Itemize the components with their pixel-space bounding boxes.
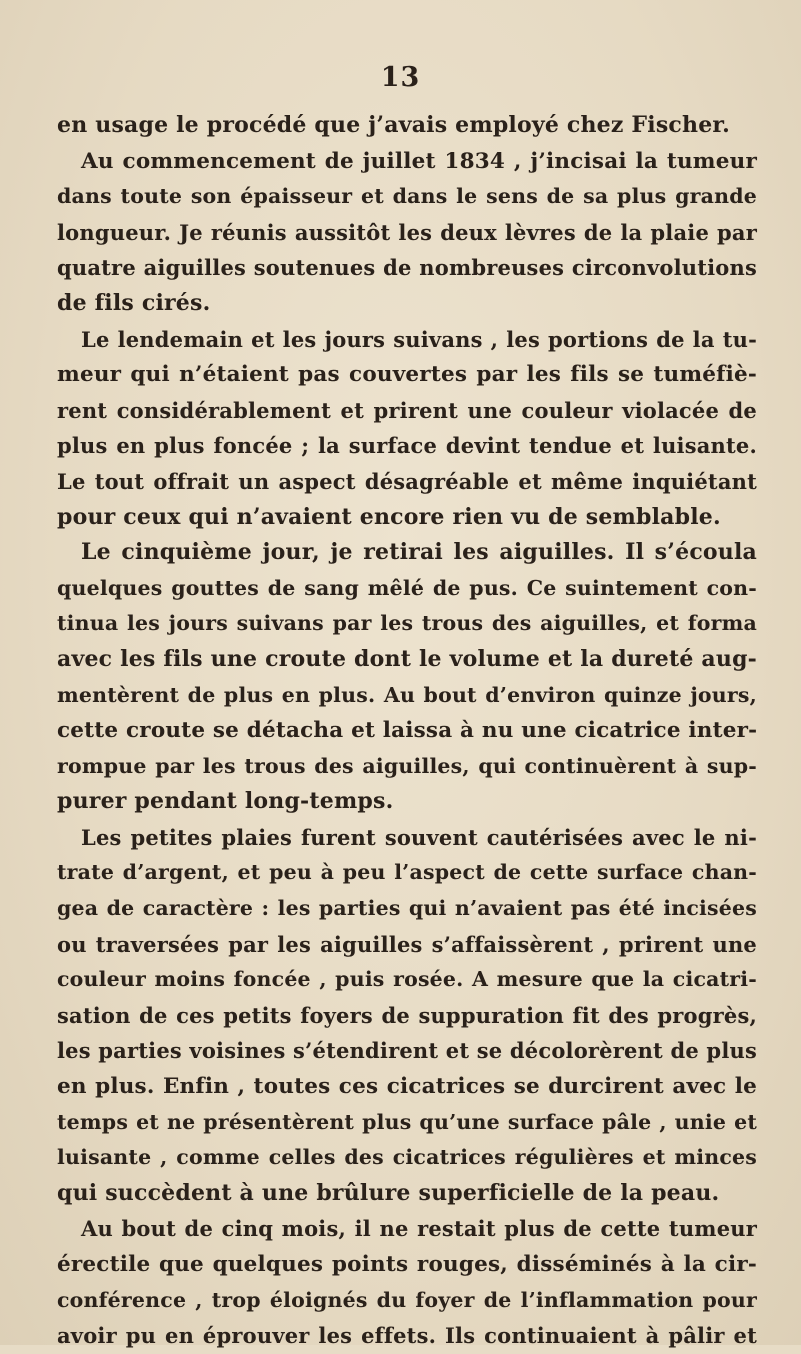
body-text	[57, 108, 757, 1354]
text-line: en usage le procédé que j’avais employé chez Fischer.	[57, 112, 731, 138]
text-line: gea de caractère : les parties qui n’avaient pas été incisées	[57, 896, 757, 921]
text-line: cette croute se détacha et laissa à nu une cicatrice inter-	[57, 718, 758, 744]
text-line: avec les fils une croute dont le volume et la dureté aug-	[57, 645, 757, 672]
text-line: couleur moins foncée , puis rosée. A mesure que la cicatri-	[57, 967, 757, 992]
text-line: conférence , trop éloignés du foyer de l’inflammation pour	[57, 1287, 757, 1312]
text-line: mentèrent de plus en plus. Au bout d’environ quinze jours,	[57, 682, 757, 707]
text-line: rompue par les trous des aiguilles, qui continuèrent à sup-	[57, 753, 757, 778]
text-line: pour ceux qui n’avaient encore rien vu de semblable.	[57, 503, 721, 530]
text-line: trate d’argent, et peu à peu l’aspect de cette surface chan-	[57, 860, 757, 885]
text-line: meur qui n’étaient pas couvertes par les fils se tuméfiè-	[57, 362, 757, 388]
page-number: 13	[380, 62, 421, 93]
text-line: rent considérablement et prirent une couleur violacée de	[57, 397, 757, 423]
text-line: purer pendant long-temps.	[57, 788, 394, 815]
text-line: Le cinquième jour, je retirai les aiguilles. Il s’écoula	[81, 539, 757, 566]
text-line: longueur. Je réunis aussitôt les deux lèvres de la plaie par	[57, 219, 757, 245]
text-line: en plus. Enfin , toutes ces cicatrices se durcirent avec le	[57, 1074, 757, 1100]
text-line: quelques gouttes de sang mêlé de pus. Ce suintement con-	[57, 575, 757, 600]
text-line: Au bout de cinq mois, il ne restait plus de cette tumeur	[81, 1216, 757, 1242]
text-line: les parties voisines s’étendirent et se décolorèrent de plus	[57, 1038, 757, 1064]
text-line: quatre aiguilles soutenues de nombreuses circonvolutions	[57, 255, 757, 281]
text-line: tinua les jours suivans par les trous des aiguilles, et forma	[57, 611, 757, 636]
text-line: Le lendemain et les jours suivans , les portions de la tu-	[81, 326, 757, 352]
text-line: Le tout offrait un aspect désagréable et même inquiétant	[57, 468, 757, 494]
text-line: luisante , comme celles des cicatrices régulières et minces	[57, 1145, 757, 1170]
text-line: Au commencement de juillet 1834 , j’incisai la tumeur	[81, 148, 757, 174]
text-line: temps et ne présentèrent plus qu’une surface pâle , unie et	[57, 1109, 757, 1134]
text-line: qui succèdent à une brûlure superficielle de la peau.	[57, 1179, 720, 1206]
text-line: plus en plus foncée ; la surface devint tendue et luisante.	[57, 433, 757, 459]
text-line: Les petites plaies furent souvent cautérisées avec le ni-	[81, 824, 757, 850]
text-line: de fils cirés.	[57, 289, 211, 316]
text-line: dans toute son épaisseur et dans le sens de sa plus grande	[57, 184, 757, 209]
text-line: ou traversées par les aiguilles s’affaissèrent , prirent une	[57, 931, 757, 957]
text-line: avoir pu en éprouver les effets. Ils continuaient à pâlir et	[57, 1323, 757, 1349]
text-line: érectile que quelques points rouges, disséminés à la cir-	[57, 1252, 757, 1277]
text-line: sation de ces petits foyers de suppuration fit des progrès,	[57, 1002, 757, 1028]
